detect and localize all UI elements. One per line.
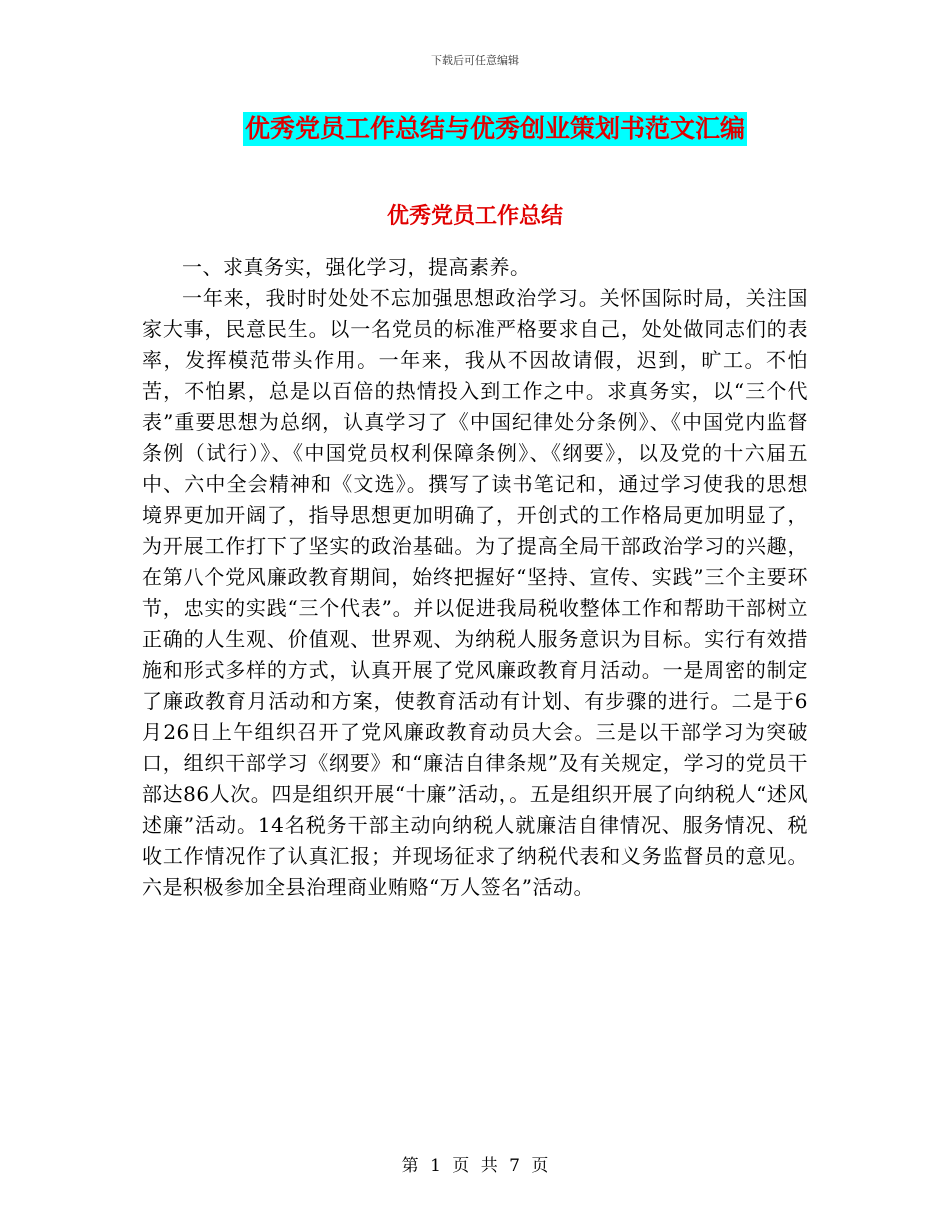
section-title: 优秀党员工作总结 [386,203,563,229]
document-title-container [0,112,950,146]
page-number: 第 1 页 共 7 页 [401,1156,549,1176]
paragraph-body: 一年来，我时时处处不忘加强思想政治学习。关怀国际时局，关注国家大事，民意民生。以一名党员的标准严格要求自己，处处做同志们的表率，发挥模范带头作用。一年来，我从不因故请假，迟到，旷工。不怕苦，不怕累，总是以百倍的热情投入到工作之中。求真务实，以“三个代表”重要思想为总纲，认真学习了《中国纪律处分条例》、《中国党内监督条例（试行）》、《中国党员权利保障条例》、《纲要》，以及党的十六届五中、六中全会精神和《文选》。撰写了读书笔记和，通过学习使我的思想境界更加开阔了，指导思想更加明确了，开创式的工作格局更加明显了，为开展工作打下了坚实的政治基础。为了提高全局干部政治学习的兴趣，在第八个党风廉政教育期间，始终把握好“坚持、宣传、实践”三个主要环节，忠实的实践“三个代表”。并以促进我局税收整体工作和帮助干部树立正确的人生观、价值观、世界观、为纳税人服务意识为目标。实行有效措施和形式多样的方式，认真开展了党风廉政教育月活动。一是周密的制定了廉政教育月活动和方案，使教育活动有计划、有步骤的进行。二是于6月26日上午组织召开了党风廉政教育动员大会。三是以干部学习为突破口，组织干部学习《纲要》和“廉洁自律条规”及有关规定，学习的党员干部达86人次。四是组织开展“十廉”活动，。五是组织开展了向纳税人“述风述廉”活动。14名税务干部主动向纳税人就廉洁自律情况、服务情况、税收工作情况作了认真汇报；并现场征求了纳税代表和义务监督员的意见。六是积极参加全县治理商业贿赂“万人签名”活动。 [142,286,808,899]
paragraph-heading: 一、求真务实，强化学习，提高素养。 [182,255,531,279]
page-header-note: 下载后可任意编辑 [431,54,519,67]
body-text [142,252,808,903]
document-title: 优秀党员工作总结与优秀创业策划书范文汇编 [243,112,747,146]
